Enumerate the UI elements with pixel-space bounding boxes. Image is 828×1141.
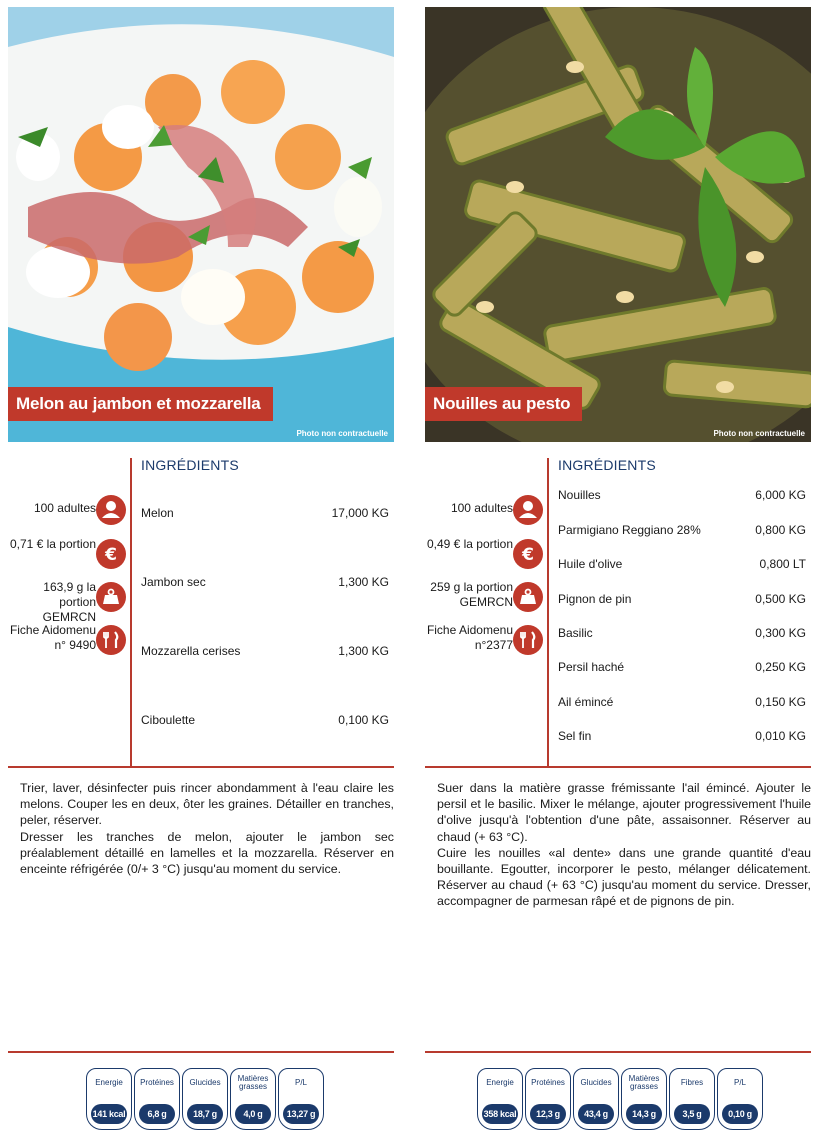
nutrition-value: 14,3 g: [626, 1104, 662, 1124]
ingredients-heading: INGRÉDIENTS: [558, 457, 656, 473]
nutrition-label: P/L: [294, 1078, 307, 1087]
cost-text: 0,71 € la portion: [9, 537, 96, 551]
ingredient-name: Ciboulette: [141, 713, 196, 727]
nutrition-pl: [717, 1068, 763, 1130]
nutrition-value: 358 kcal: [482, 1104, 518, 1124]
pesto-pasta-illustration: [425, 7, 811, 442]
recipe-photo: [8, 7, 394, 442]
vertical-divider: [130, 458, 132, 768]
nutrition-pl: [278, 1068, 324, 1130]
nutrition-label: P/L: [733, 1078, 746, 1087]
preparation-method: [20, 780, 394, 877]
vertical-divider: [547, 458, 549, 768]
nutrition-fat: [230, 1068, 276, 1130]
ingredient-quantity: 0,800 LT: [759, 557, 806, 571]
ingredient-name: Mozzarella cerises: [141, 644, 241, 658]
nutrition-value: 141 kcal: [91, 1104, 127, 1124]
fork-knife-icon: [96, 625, 126, 655]
ingredient-quantity: 0,800 KG: [755, 523, 806, 537]
person-icon: [96, 495, 126, 525]
nutrition-value: 0,10 g: [722, 1104, 758, 1124]
ingredient-name: Nouilles: [558, 488, 601, 502]
recipe-sheet-info: [425, 623, 545, 657]
method-paragraph: Dresser les tranches de melon, ajouter le jambon sec préalablement détaillé en lamelles et la mozzarella. Réserver en enceinte réfrigérée (0/+ 3 °C) jusqu'au moment du service.: [20, 829, 394, 877]
ingredient-name: Ail émincé: [558, 695, 614, 709]
portion-weight-info: [8, 580, 128, 624]
ingredient-quantity: 0,500 KG: [755, 592, 806, 606]
recipe-sheet-text: Fiche Aidomenu n° 9490: [9, 623, 96, 652]
section-divider: [425, 1051, 811, 1053]
svg-text:€: €: [105, 545, 117, 565]
servings-info: [425, 493, 545, 527]
nutrition-label: Matières grasses: [628, 1074, 660, 1091]
nutrition-label: Glucides: [189, 1078, 221, 1087]
recipe-title: Nouilles au pesto: [425, 387, 582, 421]
cost-info: [8, 537, 128, 571]
nutrition-value: 6,8 g: [139, 1104, 175, 1124]
ingredient-quantity: 0,010 KG: [755, 729, 806, 743]
servings-text: 100 adultes: [450, 501, 513, 515]
euro-icon: [96, 539, 126, 569]
ingredient-name: Huile d'olive: [558, 557, 623, 571]
preparation-method: [437, 780, 811, 910]
cost-info: [425, 537, 545, 571]
nutrition-label: Energie: [486, 1078, 514, 1087]
nutrition-label: Protéines: [140, 1078, 174, 1087]
ingredient-name: Parmigiano Reggiano 28%: [558, 523, 701, 537]
ingredient-name: Persil haché: [558, 660, 625, 674]
ingredient-name: Melon: [141, 506, 174, 520]
nutrition-proteins: [134, 1068, 180, 1130]
section-divider: [8, 1051, 394, 1053]
euro-icon: [513, 539, 543, 569]
cost-text: 0,49 € la portion: [426, 537, 513, 551]
servings-text: 100 adultes: [33, 501, 96, 515]
ingredient-name: Pignon de pin: [558, 592, 632, 606]
nutrition-value: 4,0 g: [235, 1104, 271, 1124]
nutrition-energy: [477, 1068, 523, 1130]
recipe-title: Melon au jambon et mozzarella: [8, 387, 273, 421]
nutrition-label: Fibres: [680, 1078, 704, 1087]
method-paragraph: Trier, laver, désinfecter puis rincer abondamment à l'eau claire les melons. Couper les en deux, ôter les graines. Détailler en tranches, peler, réserver.: [20, 781, 394, 828]
method-paragraph: Cuire les nouilles «al dente» dans une grande quantité d'eau bouillante. Egoutter, incorporer le pesto, mélanger délicatement. Réserver au chaud (+ 63 °C) jusqu'au moment du service. Dresser, accompagner de parmesan râpé et de pignons de pin.: [437, 845, 811, 909]
nutrition-energy: [86, 1068, 132, 1130]
portion-weight-text: 163,9 g la portion GEMRCN: [42, 580, 96, 624]
ingredient-name: Basilic: [558, 626, 593, 640]
ingredient-quantity: 0,250 KG: [755, 660, 806, 674]
recipe-photo: [425, 7, 811, 442]
fork-knife-icon: [513, 625, 543, 655]
method-paragraph: Suer dans la matière grasse frémissante l'ail émincé. Ajouter le persil et le basilic. Mixer le mélange, ajouter progressivement l'huile d'olive jusqu'à l'obtention d'une pâte, assaisonner. Réserver au chaud (+ 63 °C).: [437, 781, 811, 844]
nutrition-label: Energie: [95, 1078, 123, 1087]
ingredient-quantity: 0,300 KG: [755, 626, 806, 640]
nutrition-value: 43,4 g: [578, 1104, 614, 1124]
portion-weight-text: 259 g la portion GEMRCN: [430, 580, 513, 609]
photo-disclaimer: Photo non contractuelle: [296, 429, 388, 438]
nutrition-label: Matières grasses: [237, 1074, 269, 1091]
ingredient-quantity: 1,300 KG: [338, 575, 389, 589]
nutrition-value: 3,5 g: [674, 1104, 710, 1124]
nutrition-carbs: [182, 1068, 228, 1130]
ingredient-quantity: 6,000 KG: [755, 488, 806, 502]
recipe-sheet-info: [8, 623, 128, 657]
nutrition-fat: [621, 1068, 667, 1130]
portion-weight-info: [425, 580, 545, 614]
recipe-card-melon: [8, 0, 404, 1141]
ingredients-heading: INGRÉDIENTS: [141, 457, 239, 473]
person-icon: [513, 495, 543, 525]
nutrition-value: 13,27 g: [283, 1104, 319, 1124]
scale-icon: [513, 582, 543, 612]
nutrition-proteins: [525, 1068, 571, 1130]
servings-info: [8, 493, 128, 527]
ingredient-quantity: 17,000 KG: [331, 506, 389, 520]
ingredient-name: Sel fin: [558, 729, 592, 743]
scale-icon: [96, 582, 126, 612]
nutrition-carbs: [573, 1068, 619, 1130]
recipe-sheet-text: Fiche Aidomenu n°2377: [426, 623, 513, 652]
nutrition-label: Protéines: [531, 1078, 565, 1087]
section-divider: [8, 766, 394, 768]
recipe-card-pesto: [425, 0, 821, 1141]
section-divider: [425, 766, 811, 768]
nutrition-label: Glucides: [580, 1078, 612, 1087]
svg-text:€: €: [522, 545, 534, 565]
melon-dish-illustration: [8, 7, 394, 442]
nutrition-value: 18,7 g: [187, 1104, 223, 1124]
nutrition-fiber: [669, 1068, 715, 1130]
ingredient-quantity: 1,300 KG: [338, 644, 389, 658]
ingredient-name: Jambon sec: [141, 575, 206, 589]
ingredient-quantity: 0,150 KG: [755, 695, 806, 709]
nutrition-value: 12,3 g: [530, 1104, 566, 1124]
ingredient-quantity: 0,100 KG: [338, 713, 389, 727]
photo-disclaimer: Photo non contractuelle: [713, 429, 805, 438]
